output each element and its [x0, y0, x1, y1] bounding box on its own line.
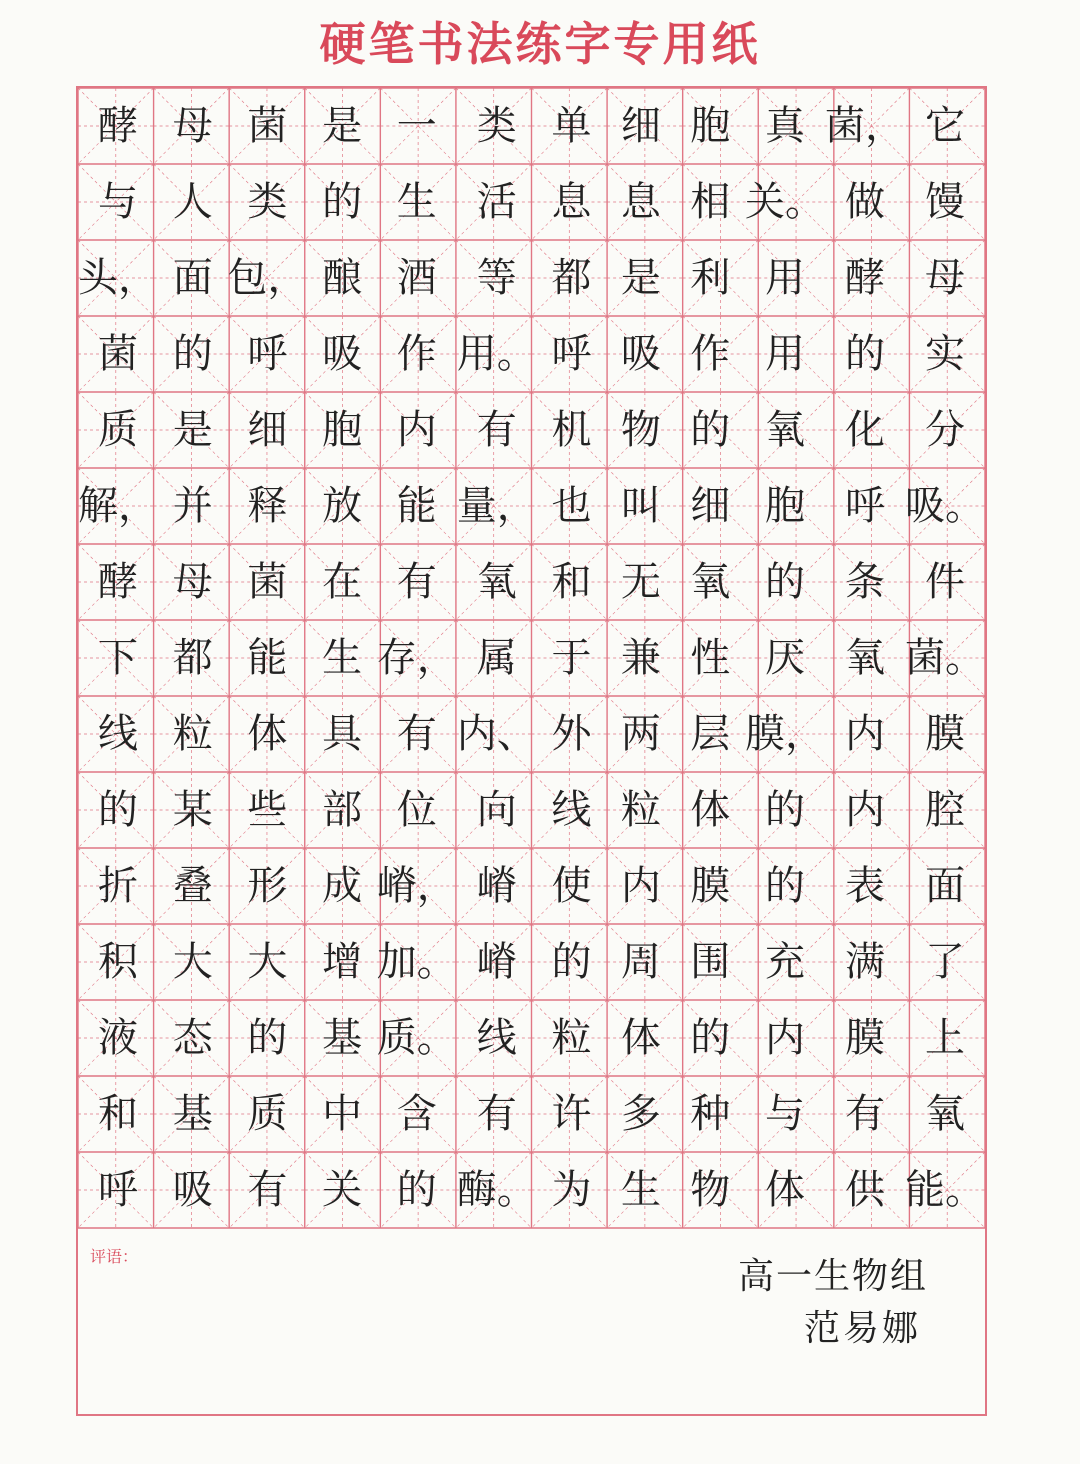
grid-cell: 物: [690, 1167, 731, 1213]
grid-cell: 息: [551, 179, 592, 225]
grid-cell: 化: [845, 407, 885, 453]
grid-cell: 关: [322, 1167, 363, 1213]
grid-cell: 膜，: [745, 711, 825, 757]
calligraphy-grid: [78, 88, 985, 1228]
grid-cell: 内: [845, 711, 885, 757]
grid-cell: 能: [247, 635, 288, 681]
grid-cell: 在: [322, 559, 363, 605]
grid-cell: 位: [396, 787, 437, 833]
grid-cell: 的: [247, 1015, 288, 1061]
grid-cell: 线: [551, 787, 592, 833]
grid-cell: 两: [620, 711, 661, 757]
grid-cell: 放: [322, 483, 363, 529]
grid-cell: 有: [396, 559, 437, 605]
grid-cell: 多: [620, 1091, 661, 1137]
grid-cell: 液: [98, 1015, 138, 1061]
grid-cell: 内: [620, 863, 661, 909]
grid-cell: 些: [247, 787, 288, 833]
grid-cell: 作: [396, 331, 437, 377]
grid-cell: 件: [925, 559, 965, 605]
grid-cell: 有: [247, 1167, 288, 1213]
grid-cell: 等: [476, 255, 517, 301]
grid-cell: 的: [690, 407, 731, 453]
grid-cell: 加。: [376, 939, 457, 985]
grid-cell: 相: [690, 179, 731, 225]
grid-cell: 一: [396, 103, 437, 149]
grid-cell: 无: [620, 559, 661, 605]
grid-cell: 性: [690, 635, 731, 681]
grid-cell: 含: [396, 1091, 437, 1137]
grid-cell: 酵: [98, 103, 138, 149]
grid-cell: 面: [925, 863, 965, 909]
grid-cell: 内: [845, 787, 885, 833]
grid-cell: 叠: [172, 863, 213, 909]
grid-cell: 成: [322, 863, 363, 909]
grid-cell: 人: [172, 179, 213, 225]
grid-cell: 实: [925, 331, 965, 377]
grid-cell: 都: [551, 255, 592, 301]
grid-cell: 线: [476, 1015, 517, 1061]
grid-cell: 的: [765, 787, 805, 833]
grid-cell: 量，: [456, 483, 537, 529]
grid-cell: 分: [925, 407, 965, 453]
grid-cell: 母: [925, 255, 965, 301]
grid-cell: 的: [322, 179, 363, 225]
grid-cell: 利: [690, 255, 731, 301]
grid-cell: 充: [765, 939, 805, 985]
grid-cell: 生: [322, 635, 363, 681]
grid-cell: 质。: [376, 1015, 457, 1061]
grid-cell: 能: [396, 483, 437, 529]
grid-cell: 体: [247, 711, 288, 757]
grid-cell: 有: [476, 1091, 517, 1137]
grid-cell: 胞: [322, 407, 363, 453]
grid-cell: 单: [551, 103, 592, 149]
grid-cell: 氧: [476, 559, 517, 605]
grid-cell: 氧: [690, 559, 731, 605]
paper-title: 硬笔书法练字专用纸: [319, 17, 761, 71]
grid-cell: 上: [925, 1015, 965, 1061]
grid-cell: 菌。: [905, 635, 985, 681]
grid-cell: 母: [172, 103, 213, 149]
grid-cell: 嵴: [476, 939, 517, 985]
grid-cell: 吸。: [905, 483, 985, 529]
grid-cell: 周: [620, 939, 661, 985]
grid-cell: 真: [765, 103, 805, 149]
grid-cell: 胞: [690, 103, 731, 149]
grid-cell: 某: [172, 787, 213, 833]
grid-cell: 呼: [98, 1167, 138, 1213]
grid-cell: 菌: [98, 331, 138, 377]
grid-cell: 粒: [620, 787, 661, 833]
grid-cell: 用: [765, 255, 805, 301]
grid-cell: 基: [322, 1015, 363, 1061]
grid-cell: 是: [620, 255, 661, 301]
grid-cell: 具: [322, 711, 363, 757]
signature-name: 范易娜: [804, 1308, 922, 1349]
grid-cell: 氧: [925, 1091, 965, 1137]
grid-cell: 膜: [925, 711, 965, 757]
grid-cell: 吸: [172, 1167, 213, 1213]
grid-cell: 关。: [745, 179, 825, 225]
grid-cell: 用。: [456, 331, 537, 377]
grid-cell: 增: [322, 939, 363, 985]
grid-cell: 腔: [925, 787, 965, 833]
grid-cell: 形: [247, 863, 288, 909]
grid-cell: 类: [247, 179, 288, 225]
grid-cell: 基: [172, 1091, 213, 1137]
grid-cell: 呼: [551, 331, 592, 377]
grid-cell: 并: [172, 483, 213, 529]
grid-cell: 内: [396, 407, 437, 453]
grid-cell: 活: [476, 179, 517, 225]
signature-group: 高一生物组: [738, 1256, 929, 1297]
grid-cell: 做: [845, 179, 885, 225]
grid-cell: 存，: [376, 635, 457, 681]
grid-cell: 层: [690, 711, 731, 757]
grid-cell: 菌: [247, 559, 288, 605]
grid-cell: 中: [322, 1091, 363, 1137]
grid-cell: 厌: [765, 635, 805, 681]
grid-cell: 有: [845, 1091, 885, 1137]
grid-cell: 头，: [78, 255, 158, 301]
grid-cell: 与: [765, 1091, 805, 1137]
grid-cell: 菌，: [825, 103, 905, 149]
grid-cell: 粒: [551, 1015, 592, 1061]
grid-cell: 作: [690, 331, 731, 377]
grid-cell: 兼: [620, 635, 661, 681]
grid-cell: 属: [476, 635, 517, 681]
grid-cell: 的: [765, 863, 805, 909]
grid-cell: 都: [172, 635, 213, 681]
grid-cell: 体: [620, 1015, 661, 1061]
grid-cell: 细: [247, 407, 288, 453]
grid-cell: 线: [98, 711, 138, 757]
grid-cell: 于: [551, 635, 592, 681]
grid-cell: 向: [476, 787, 517, 833]
grid-cell: 它: [925, 103, 965, 149]
grid-cell: 满: [845, 939, 885, 985]
grid-cell: 有: [476, 407, 517, 453]
grid-cell: 和: [551, 559, 592, 605]
grid-cell: 体: [765, 1167, 805, 1213]
grid-cell: 母: [172, 559, 213, 605]
grid-cell: 与: [98, 179, 138, 225]
grid-cell: 质: [98, 407, 138, 453]
grid-cell: 馒: [925, 179, 965, 225]
grid-cell: 积: [98, 939, 138, 985]
grid-cell: 和: [98, 1091, 138, 1137]
grid-cell: 酵: [845, 255, 885, 301]
grid-cell: 的: [845, 331, 885, 377]
grid-cell: 呼: [247, 331, 288, 377]
grid-cell: 是: [172, 407, 213, 453]
grid-cell: 吸: [322, 331, 363, 377]
grid-cell: 的: [551, 939, 592, 985]
grid-cell: 许: [551, 1091, 592, 1137]
grid-cell: 酿: [322, 255, 363, 301]
grid-cell: 的: [765, 559, 805, 605]
grid-cell: 叫: [620, 483, 661, 529]
grid-cell: 膜: [690, 863, 731, 909]
grid-cell: 体: [690, 787, 731, 833]
grid-cell: 解，: [78, 483, 158, 529]
grid-cell: 内: [765, 1015, 805, 1061]
grid-cell: 嵴，: [376, 863, 457, 909]
grid-cell: 的: [98, 787, 138, 833]
grid-cell: 息: [620, 179, 661, 225]
grid-cell: 使: [551, 863, 592, 909]
grid-cell: 酒: [396, 255, 437, 301]
grid-cell: 折: [98, 863, 138, 909]
grid-cell: 呼: [845, 483, 885, 529]
grid-cell: 包，: [227, 255, 308, 301]
grid-cell: 面: [172, 255, 213, 301]
grid-cell: 有: [396, 711, 437, 757]
grid-cell: 围: [690, 939, 731, 985]
grid-cell: 氧: [765, 407, 805, 453]
grid-cell: 外: [551, 711, 592, 757]
grid-cell: 膜: [845, 1015, 885, 1061]
grid-cell: 吸: [620, 331, 661, 377]
grid-cell: 下: [98, 635, 138, 681]
grid-cell: 用: [765, 331, 805, 377]
grid-cell: 的: [396, 1167, 437, 1213]
grid-cell: 细: [690, 483, 731, 529]
grid-cell: 也: [551, 483, 592, 529]
grid-cell: 大: [247, 939, 288, 985]
grid-cell: 是: [322, 103, 363, 149]
grid-cell: 细: [620, 103, 661, 149]
comment-label: 评语：: [90, 1247, 139, 1266]
grid-cell: 为: [551, 1167, 592, 1213]
grid-cell: 质: [247, 1091, 288, 1137]
grid-cell: 菌: [247, 103, 288, 149]
grid-cell: 的: [172, 331, 213, 377]
grid-cell: 大: [172, 939, 213, 985]
grid-cell: 胞: [765, 483, 805, 529]
grid-cell: 条: [845, 559, 885, 605]
grid-cell: 能。: [905, 1167, 985, 1213]
grid-cell: 粒: [172, 711, 213, 757]
grid-cell: 释: [247, 483, 288, 529]
grid-cell: 供: [845, 1167, 885, 1213]
grid-cell: 生: [620, 1167, 661, 1213]
grid-cell: 表: [845, 863, 885, 909]
grid-cell: 酶。: [456, 1167, 537, 1213]
grid-cell: 嵴: [476, 863, 517, 909]
grid-cell: 类: [476, 103, 517, 149]
grid-cell: 物: [620, 407, 661, 453]
grid-cell: 的: [690, 1015, 731, 1061]
grid-cell: 机: [551, 407, 592, 453]
grid-cell: 生: [396, 179, 437, 225]
grid-cell: 内、: [456, 711, 537, 757]
grid-cell: 了: [925, 939, 965, 985]
grid-cell: 部: [322, 787, 363, 833]
grid-cell: 态: [172, 1015, 213, 1061]
grid-cell: 种: [690, 1091, 731, 1137]
grid-cell: 酵: [98, 559, 138, 605]
grid-cell: 氧: [845, 635, 885, 681]
